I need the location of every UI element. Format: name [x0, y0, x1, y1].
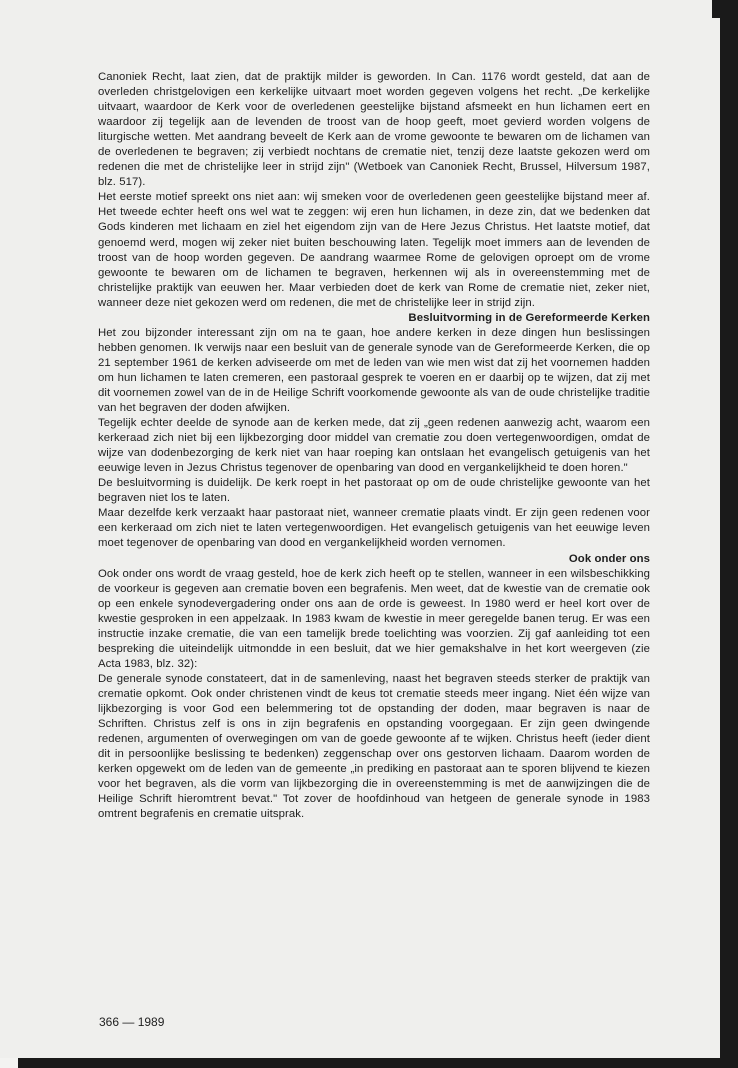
paragraph: Ook onder ons wordt de vraag gesteld, hoe de kerk zich heeft op te stellen, wanneer in een wilsbeschikking de voorkeur is gegeven aan crematie boven een begrafenis. Men weet, dat de kwestie van de crematie ook op een enkele synodevergadering onder ons aan de orde is geweest. In 1980 werd er heel kort over de kwestie gesproken in een appelzaak. In 1983 kwam de kwestie in meer geregelde banen terug. Er was een instructie inzake crematie, die van een tamelijk brede toelichting was voorzien. Zij gaf aanleiding tot een bespreking die uiteindelijk uitmondde in een besluit, dat we hier gemakshalve in het kort weergeven (zie Acta 1983, blz. 32): — [98, 567, 650, 670]
paragraph: Het eerste motief spreekt ons niet aan: wij smeken voor de overledenen geen geestelijke bijstand meer af. Het tweede echter heeft ons wel wat te zeggen: wij eren hun lichamen, in deze zin, dat we bedenken dat Gods kinderen met lichaam en ziel het eigendom zijn van de Here Jezus Christus. Het laatste motief, dat genoemd werd, mogen wij zeker niet buiten beschouwing laten. Tegelijk moet immers aan de levenden de troost van de hoop worden gegeven. De aandrang waarmee Rome de gelovigen oproept om de vrome gewoonte te bewaren om de lichamen te begraven, herkennen wij als in overeenstemming met de christelijke praktijk van eeuwen her. Maar verbieden doet de kerk van Rome de crematie niet, zeker niet, wanneer deze niet gekozen werd om redenen, die met de christelijke leer in strijd zijn. — [98, 191, 650, 309]
scan-edge-right — [720, 0, 738, 1068]
paragraph: Canoniek Recht, laat zien, dat de praktijk milder is geworden. In Can. 1176 wordt gesteld, dat aan de overleden christgelovigen een kerkelijke uitvaart moet worden gegeven volgens het recht. „De kerkelijke uitvaart, waardoor de Kerk voor de overledenen geestelijke bijstand afsmeekt en hun lichamen eert en waardoor zij tegelijk aan de levenden de troost van de hoop geeft, moet gevierd worden volgens de liturgische wetten. Met aandrang beveelt de Kerk aan de vrome gewoonte te bewaren om de lichamen van de overledenen te begraven; zij verbiedt nochtans de crematie niet, tenzij deze laatste gekozen werd om redenen die met de christelijke leer in strijd zijn" (Wetboek van Canoniek Recht, Brussel, Hilversum 1987, blz. 517). — [98, 71, 650, 189]
paragraph: Tegelijk echter deelde de synode aan de kerken mede, dat zij „geen redenen aanwezig acht, waarom een kerkeraad zich niet bij een lijkbezorging door middel van crematie zou doen vertegenwoordigen, omdat de wijze van dodenbezorging de kerk niet van haar roeping kan ontslaan het evangelisch getuigenis van het eeuwige leven in Jezus Christus tegenover de openbaring van dood en vergankelijkheid te doen horen." — [98, 417, 650, 475]
article-body — [98, 70, 650, 822]
section-heading: Ook onder ons — [568, 552, 650, 565]
paragraph: Maar dezelfde kerk verzaakt haar pastoraat niet, wanneer crematie plaats vindt. Er zijn geen redenen voor een kerkeraad om zich niet te laten vertegenwoordigen. Het evangelisch getuigenis van het eeuwige leven moet tegenover de openbaring van dood en vergankelijkheid worden vernomen. — [98, 507, 650, 550]
paragraph: Het zou bijzonder interessant zijn om na te gaan, hoe andere kerken in deze dingen hun beslissingen hebben genomen. Ik verwijs naar een besluit van de generale synode van de Gereformeerde Kerken, die op 21 september 1961 de kerken adviseerde om met de leden van wie men wist dat zij het voornemen hadden om hun lichamen te laten cremeren, een pastoraal gesprek te voeren en er daarbij op te wijzen, dat zij met dit voornemen zowel van de in de Heilige Schrift voorkomende gewoonte als van de oude christelijke traditie van het begraven der doden afwijken. — [98, 326, 650, 415]
page-number: 366 — 1989 — [99, 1015, 165, 1029]
scan-edge-bottom — [18, 1058, 738, 1068]
scan-edge-corner — [712, 0, 738, 18]
section-heading: Besluitvorming in de Gereformeerde Kerken — [408, 311, 650, 324]
paragraph: De besluitvorming is duidelijk. De kerk roept in het pastoraat op om de oude christelijke gewoonte van het begraven niet los te laten. — [98, 477, 650, 505]
paragraph: De generale synode constateert, dat in de samenleving, naast het begraven steeds sterker de praktijk van crematie opkomt. Ook onder christenen vindt de keus tot crematie steeds meer ingang. Niet één wijze van lijkbezorging is voor God een belemmering tot de opstanding der doden, maar begraven is naar de Schriften. Christus zelf is ons in zijn begrafenis en opstanding voorgegaan. Er zijn geen dwingende redenen, argumenten of overwegingen om van de goede gewoonte af te wijken. Christus heeft (ieder dient dit in persoonlijke beslissing te bedenken) zeggenschap over ons gestorven lichaam. Daarom worden de kerken opgewekt om de leden van de gemeente „in prediking en pastoraat aan te sporen blijvend te kiezen voor het begraven, als die vorm van lijkbezorging die in overeenstemming is met de aanwijzingen die de Heilige Schrift hieromtrent bevat." Tot zover de hoofdinhoud van hetgeen de generale synode in 1983 omtrent begrafenis en crematie uitsprak. — [98, 672, 650, 821]
